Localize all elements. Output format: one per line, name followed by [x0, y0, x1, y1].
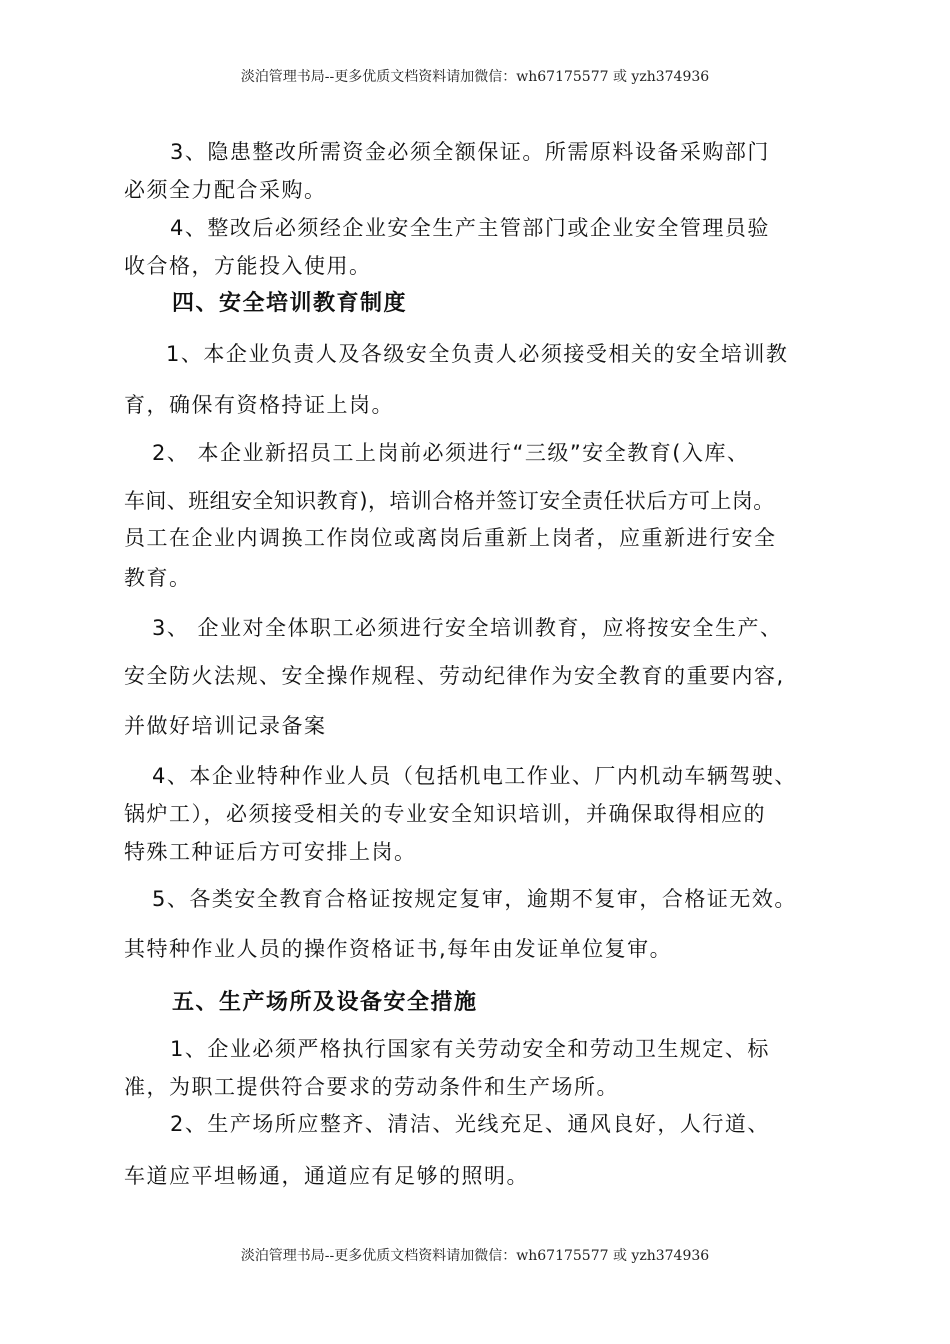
paragraph-line: 2、 本企业新招员工上岗前必须进行“三级”安全教育(入库、: [152, 441, 750, 465]
paragraph-line: 其特种作业人员的操作资格证书,每年由发证单位复审。: [124, 937, 673, 961]
page-footer: 淡泊管理书局--更多优质文档资料请加微信：wh67175577 或 yzh374936: [240, 1248, 710, 1264]
paragraph-line: 并做好培训记录备案: [124, 714, 327, 738]
paragraph-line: 锅炉工），必须接受相关的专业安全知识培训，并确保取得相应的: [124, 802, 766, 826]
paragraph-line: 必须全力配合采购。: [124, 178, 327, 202]
paragraph-line: 安全防火法规、安全操作规程、劳动纪律作为安全教育的重要内容,: [124, 664, 785, 688]
section-heading: 四、安全培训教育制度: [172, 291, 408, 316]
paragraph-line: 车间、班组安全知识教育)，培训合格并签订安全责任状后方可上岗。: [124, 489, 775, 513]
paragraph-line: 4、本企业特种作业人员（包括机电工作业、厂内机动车辆驾驶、: [152, 764, 797, 788]
page-header: 淡泊管理书局--更多优质文档资料请加微信：wh67175577 或 yzh374936: [240, 69, 710, 85]
paragraph-line: 2、生产场所应整齐、清洁、光线充足、通风良好，人行道、: [170, 1112, 770, 1136]
paragraph-line: 3、隐患整改所需资金必须全额保证。所需原料设备采购部门: [170, 140, 770, 164]
section-heading: 五、生产场所及设备安全措施: [172, 990, 478, 1015]
paragraph-line: 1、本企业负责人及各级安全负责人必须接受相关的安全培训教: [166, 342, 789, 366]
paragraph-line: 4、整改后必须经企业安全生产主管部门或企业安全管理员验: [170, 216, 770, 240]
paragraph-line: 育，确保有资格持证上岗。: [124, 393, 394, 417]
paragraph-line: 车道应平坦畅通，通道应有足够的照明。: [124, 1164, 529, 1188]
paragraph-line: 员工在企业内调换工作岗位或离岗后重新上岗者，应重新进行安全: [124, 526, 777, 550]
paragraph-line: 教育。: [124, 566, 192, 590]
paragraph-line: 准，为职工提供符合要求的劳动条件和生产场所。: [124, 1075, 619, 1099]
paragraph-line: 3、 企业对全体职工必须进行安全培训教育，应将按安全生产、: [152, 616, 783, 640]
paragraph-line: 特殊工种证后方可安排上岗。: [124, 840, 417, 864]
paragraph-line: 5、各类安全教育合格证按规定复审，逾期不复审，合格证无效。: [152, 887, 797, 911]
paragraph-line: 收合格，方能投入使用。: [124, 254, 372, 278]
paragraph-line: 1、企业必须严格执行国家有关劳动安全和劳动卫生规定、标: [170, 1037, 770, 1061]
